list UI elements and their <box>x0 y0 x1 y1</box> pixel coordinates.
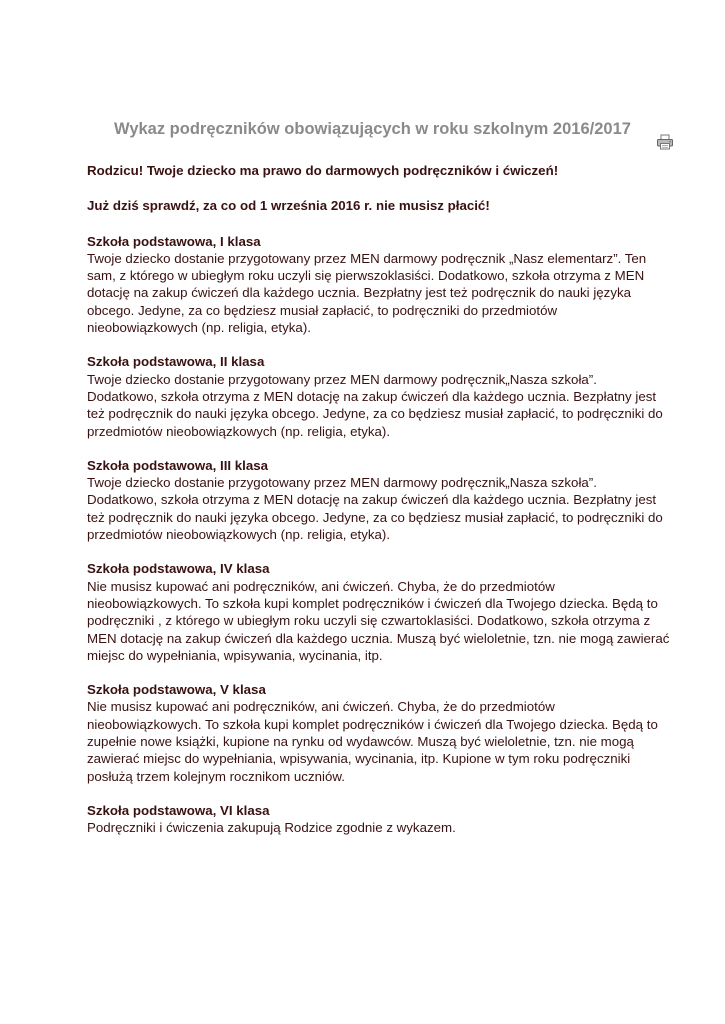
lead-line-1: Rodzicu! Twoje dziecko ma prawo do darmowych podręczników i ćwiczeń! <box>87 163 559 178</box>
section-text: Twoje dziecko dostanie przygotowany przez MEN darmowy podręcznik„Nasza szkoła”. Dodatkowo, szkoła otrzyma z MEN dotację na zakup ćwiczeń dla każdego ucznia. Bezpłatny jest też podręcznik do nauki języka obcego. Jedyne, za co będziesz musiał zapłacić, to podręczniki do przedmiotów nieobowiązkowych (np. religia, etyka). <box>87 371 663 439</box>
section-text: Nie musisz kupować ani podręczników, ani ćwiczeń. Chyba, że do przedmiotów nieobowiązkowych. To szkoła kupi komplet podręczników i ćwiczeń dla Twojego dziecka. Będą to zupełnie nowe książki, kupione na rynku od wydawców. Muszą być wieloletnie, tzn. nie mogą zawierać miejsc do wypełniania, wpisywania, wycinania, itp. Kupione w tym roku podręczniki posłużą trzem kolejnym rocznikom uczniów. <box>87 699 658 784</box>
section-grade-2 <box>87 353 687 439</box>
section-text: Nie musisz kupować ani podręczników, ani ćwiczeń. Chyba, że do przedmiotów nieobowiązkowych. To szkoła kupi komplet podręczników i ćwiczeń dla Twojego dziecka. Będą to podręczniki , z którego w ubiegłym roku uczyli się czwartoklasiści. Dodatkowo, szkoła otrzyma z MEN dotację na zakup ćwiczeń dla każdego ucznia. Muszą być wieloletnie, tzn. nie mogą zawierać miejsc do wypełniania, wpisywania, wycinania, itp. <box>87 578 670 663</box>
section-heading: Szkoła podstawowa, II klasa <box>87 354 265 370</box>
section-grade-5 <box>87 681 687 785</box>
document-body <box>87 162 687 854</box>
section-grade-4 <box>87 560 687 664</box>
section-heading: Szkoła podstawowa, IV klasa <box>87 561 270 577</box>
section-grade-1 <box>87 233 687 337</box>
section-grade-6 <box>87 802 687 837</box>
section-text: Twoje dziecko dostanie przygotowany przez MEN darmowy podręcznik„Nasza szkoła”. Dodatkowo, szkoła otrzyma z MEN dotację na zakup ćwiczeń dla każdego ucznia. Bezpłatny jest też podręcznik do nauki języka obcego. Jedyne, za co będziesz musiał zapłacić, to podręczniki do przedmiotów nieobowiązkowych (np. religia, etyka). <box>87 475 663 543</box>
printer-icon[interactable] <box>656 134 674 150</box>
section-text: Podręczniki i ćwiczenia zakupują Rodzice zgodnie z wykazem. <box>87 820 456 836</box>
section-heading: Szkoła podstawowa, III klasa <box>87 457 269 473</box>
lead-line-2: Już dziś sprawdź, za co od 1 września 2016 r. nie musisz płacić! <box>87 198 490 214</box>
page-title: Wykaz podręczników obowiązujących w roku szkolnym 2016/2017 <box>114 120 631 138</box>
section-heading: Szkoła podstawowa, I klasa <box>87 233 261 249</box>
section-heading: Szkoła podstawowa, VI klasa <box>87 802 270 818</box>
section-text: Twoje dziecko dostanie przygotowany przez MEN darmowy podręcznik „Nasz elementarz”. Ten sam, z którego w ubiegłym roku uczyli się pierwszoklasiści. Dodatkowo, szkoła otrzyma z MEN dotację na zakup ćwiczeń dla każdego ucznia. Bezpłatny jest też podręcznik do nauki języka obcego. Jedyne, za co będziesz musiał zapłacić, to podręczniki do przedmiotów nieobowiązkowych (np. religia, etyka). <box>87 250 647 336</box>
section-grade-3 <box>87 457 687 543</box>
section-heading: Szkoła podstawowa, V klasa <box>87 682 266 698</box>
